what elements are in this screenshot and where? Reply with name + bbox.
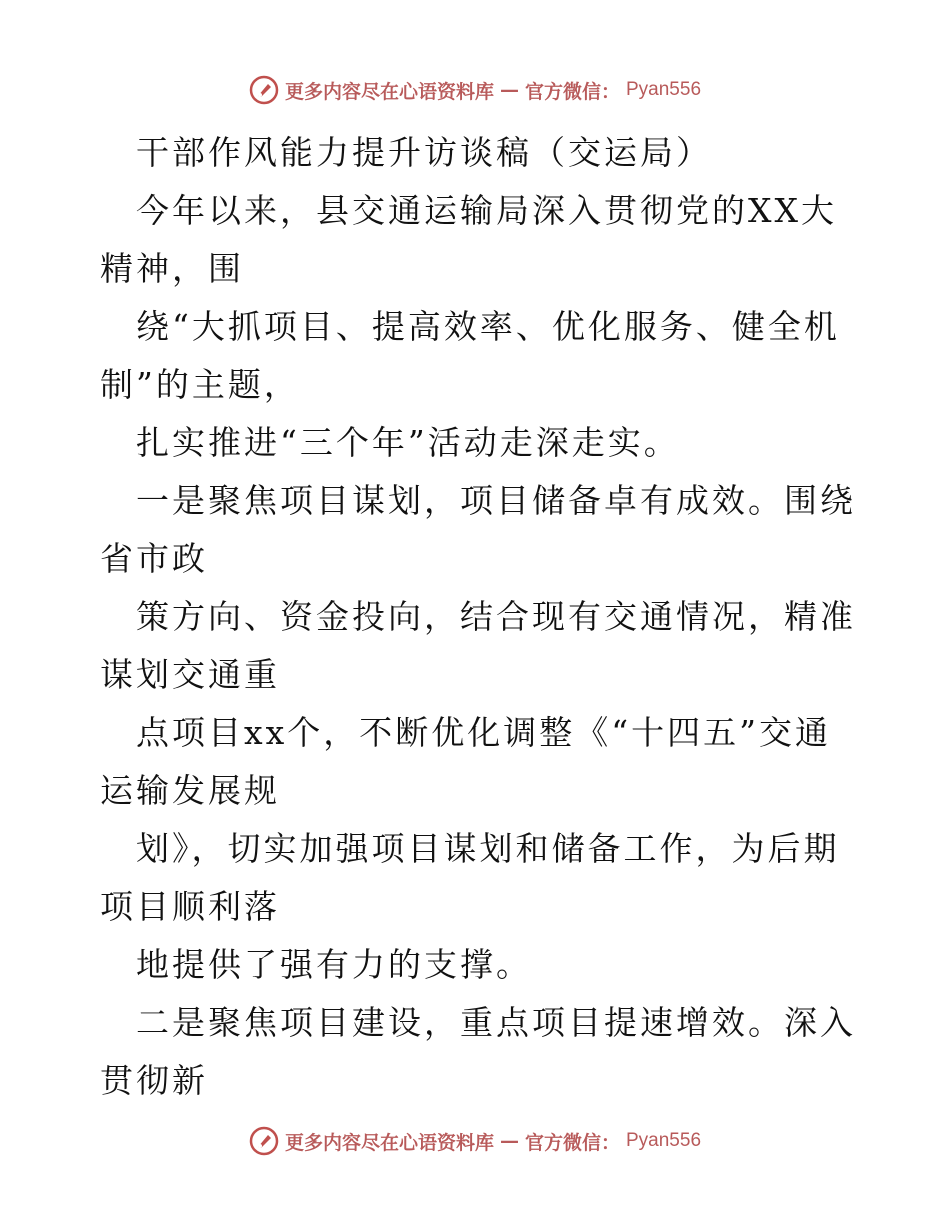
pen-nib-logo-icon <box>249 1126 279 1156</box>
watermark-dash: — <box>499 1130 519 1152</box>
watermark-label: 官方微信： <box>524 80 620 103</box>
paragraph: 策方向、资金投向，结合现有交通情况，精准谋划交通重 <box>100 597 856 694</box>
watermark-site-text: 更多内容尽在心语资料库 <box>284 1131 494 1154</box>
paragraph: 地提供了强有力的支撑。 <box>136 945 532 984</box>
document-title: 干部作风能力提升访谈稿（交运局） <box>136 133 712 172</box>
watermark-dash: — <box>499 79 519 101</box>
document-body <box>100 124 860 1110</box>
watermark-label: 官方微信： <box>524 1131 620 1154</box>
watermark-site-text: 更多内容尽在心语资料库 <box>284 80 494 103</box>
watermark-wechat-id: Pyan556 <box>626 1130 702 1151</box>
watermark-wechat-id: Pyan556 <box>626 79 702 100</box>
paragraph: 二是聚焦项目建设，重点项目提速增效。深入贯彻新 <box>100 1003 856 1100</box>
footer-watermark <box>0 1123 950 1159</box>
pen-nib-logo-icon <box>249 75 279 105</box>
paragraph: 点项目xx个，不断优化调整《“十四五”交通运输发展规 <box>100 713 831 810</box>
header-watermark <box>0 72 950 108</box>
paragraph: 今年以来，县交通运输局深入贯彻党的XX大精神，围 <box>100 191 837 288</box>
paragraph: 绕“大抓项目、提高效率、优化服务、健全机制”的主题， <box>100 307 840 404</box>
paragraph: 一是聚焦项目谋划，项目储备卓有成效。围绕省市政 <box>100 481 856 578</box>
paragraph: 扎实推进“三个年”活动走深走实。 <box>136 423 680 462</box>
paragraph: 划》，切实加强项目谋划和储备工作，为后期项目顺利落 <box>100 829 840 926</box>
